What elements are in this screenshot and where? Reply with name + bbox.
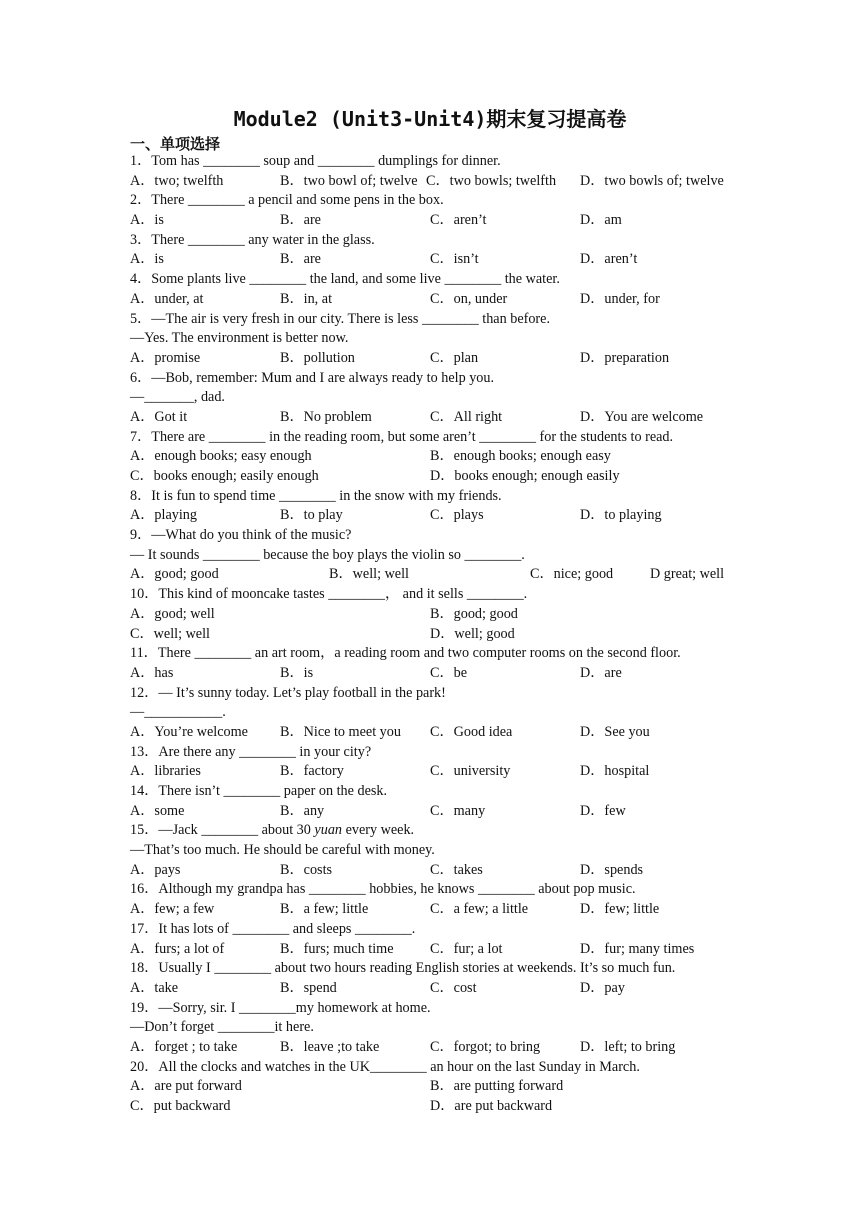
question-stem: 18．Usually I ________ about two hours reading English stories at weekends. It’s so much fun. [130, 960, 676, 977]
option-d: D．am [580, 212, 622, 229]
option-c: C．All right [430, 408, 503, 425]
option-c: C．put backward [130, 1098, 231, 1114]
option-b: B．are [280, 212, 321, 229]
options-row [130, 506, 740, 526]
option-c: C．well; well [130, 625, 210, 642]
question-stem: 19．—Sorry, sir. I ________my homework at home. [130, 999, 431, 1016]
options-row [130, 447, 740, 467]
question-dialogue-line: —Yes. The environment is better now. [130, 330, 349, 347]
options-row [130, 664, 740, 684]
question-17 [130, 920, 740, 959]
options-row [130, 900, 740, 920]
option-b: B．any [280, 802, 325, 819]
question-dialogue-line: —That’s too much. He should be careful with money. [130, 842, 435, 859]
question-stem: 16．Although my grandpa has ________ hobbies, he knows ________ about pop music. [130, 881, 636, 898]
option-d: D．left; to bring [580, 1038, 676, 1055]
question-stem: 13．Are there any ________ in your city? [130, 743, 372, 760]
option-a: A．furs; a lot of [130, 940, 225, 957]
section-heading: 一、单项选择 [130, 135, 221, 153]
options-row [130, 172, 740, 192]
option-d: D．books enough; enough easily [430, 468, 620, 484]
option-a: A．libraries [130, 763, 201, 780]
option-d: D．under, for [580, 290, 660, 307]
option-a: A．is [130, 212, 164, 229]
option-b: B．to play [280, 507, 343, 524]
option-a: A．good; well [130, 605, 215, 622]
options-row [130, 861, 740, 881]
option-c: C．takes [430, 861, 483, 878]
options-row [130, 802, 740, 822]
option-b: B．leave ;to take [280, 1038, 380, 1055]
question-stem: 20．All the clocks and watches in the UK________ an hour on the last Sunday in March. [130, 1058, 640, 1075]
option-d: D．to playing [580, 507, 662, 524]
option-b: B．are [280, 251, 321, 268]
option-a: A．few; a few [130, 901, 215, 918]
options-row [130, 565, 740, 585]
question-stem: 15．—Jack ________ about 30 yuan every week. [130, 822, 415, 839]
question-stem: 8．It is fun to spend time ________ in the snow with my friends. [130, 487, 502, 504]
option-a: A．are put forward [130, 1078, 242, 1095]
option-c: C．fur; a lot [430, 940, 503, 957]
option-c: C．cost [430, 979, 477, 996]
question-stem: 10．This kind of mooncake tastes ________， and it sells ________. [130, 586, 528, 603]
option-b: B．well; well [329, 566, 409, 583]
option-b: B．pollution [280, 349, 355, 366]
option-c: C．two bowls; twelfth [426, 172, 557, 189]
option-d: D．See you [580, 723, 650, 740]
options-row [130, 605, 740, 625]
option-c: C．aren’t [430, 212, 487, 229]
question-stem: 9．—What do you think of the music? [130, 527, 352, 544]
option-d: D．You are welcome [580, 408, 704, 425]
option-b: B．in, at [280, 290, 333, 307]
question-stem: 1．Tom has ________ soup and ________ dumplings for dinner. [130, 153, 501, 169]
question-19 [130, 999, 740, 1058]
option-d: D．well; good [430, 625, 515, 642]
question-stem: 6．—Bob, remember: Mum and I are always ready to help you. [130, 369, 495, 386]
option-a: A．Got it [130, 408, 188, 425]
question-stem: 4．Some plants live ________ the land, and some live ________ the water. [130, 271, 560, 288]
question-list [130, 152, 740, 1117]
option-d: D．aren’t [580, 251, 638, 268]
option-c: C．plan [430, 349, 479, 366]
option-b: B．a few; little [280, 901, 369, 918]
question-16 [130, 880, 740, 919]
option-d: D．two bowls of; twelve [580, 172, 724, 189]
question-stem: 5．—The air is very fresh in our city. There is less ________ than before. [130, 310, 550, 327]
option-a: A．has [130, 664, 174, 681]
question-12 [130, 684, 740, 743]
option-b: B．good; good [430, 605, 518, 622]
options-row [130, 1097, 740, 1117]
question-1 [130, 152, 740, 191]
question-9 [130, 526, 740, 585]
question-13 [130, 743, 740, 782]
question-stem: 3．There ________ any water in the glass. [130, 231, 375, 248]
options-row [130, 625, 740, 645]
option-c: C．isn’t [430, 251, 479, 268]
options-row [130, 1038, 740, 1058]
question-stem: 14．There isn’t ________ paper on the desk. [130, 783, 388, 799]
option-d: D．few [580, 802, 626, 819]
question-4 [130, 270, 740, 309]
option-d: D．spends [580, 861, 644, 878]
question-20 [130, 1058, 740, 1117]
question-dialogue-line: — It sounds ________ because the boy plays the violin so ________. [130, 546, 525, 563]
question-stem: 2．There ________ a pencil and some pens in the box. [130, 192, 444, 209]
option-a: A．pays [130, 861, 181, 878]
question-10 [130, 585, 740, 644]
option-b: B．enough books; enough easy [430, 448, 611, 465]
question-8 [130, 487, 740, 526]
page-title: Module2 (Unit3-Unit4)期末复习提高卷 [233, 107, 627, 131]
option-a: A．forget ; to take [130, 1038, 238, 1055]
option-d: D．pay [580, 979, 625, 996]
option-c: C．university [430, 763, 511, 780]
option-c: C．books enough; easily enough [130, 468, 319, 484]
question-11 [130, 644, 740, 683]
question-14 [130, 782, 740, 821]
option-d: D．preparation [580, 349, 670, 366]
option-a: A．take [130, 979, 179, 996]
options-row [130, 408, 740, 428]
option-d: D．are [580, 664, 622, 681]
option-c: C．nice; good [530, 566, 614, 583]
options-row [130, 940, 740, 960]
option-c: C．a few; a little [430, 901, 529, 918]
options-row [130, 723, 740, 743]
option-d: D．hospital [580, 763, 650, 780]
option-c: C．plays [430, 507, 484, 524]
question-dialogue-line: —_______, dad. [130, 389, 225, 406]
option-b: B．are putting forward [430, 1078, 564, 1095]
options-row [130, 290, 740, 310]
option-c: C．on, under [430, 290, 508, 307]
question-18 [130, 959, 740, 998]
option-d: D great; well [650, 566, 725, 583]
option-a: A．under, at [130, 290, 204, 307]
option-c: C．be [430, 664, 468, 681]
option-b: B．factory [280, 763, 344, 780]
option-a: A．promise [130, 349, 201, 366]
option-b: B．No problem [280, 408, 372, 425]
question-stem: 12．— It’s sunny today. Let’s play football in the park! [130, 684, 446, 701]
options-row [130, 1077, 740, 1097]
option-c: C．Good idea [430, 723, 513, 740]
question-dialogue-line: —Don’t forget ________it here. [130, 1019, 314, 1036]
option-b: B．two bowl of; twelve [280, 172, 418, 189]
option-a: A．good; good [130, 566, 219, 583]
option-b: B．is [280, 664, 314, 681]
option-b: B．furs; much time [280, 940, 394, 957]
question-stem: 7．There are ________ in the reading room, but some aren’t ________ for the students to read. [130, 428, 674, 445]
question-3 [130, 231, 740, 270]
option-c: C．forgot; to bring [430, 1038, 541, 1055]
options-row [130, 762, 740, 782]
question-5 [130, 310, 740, 369]
option-b: B．spend [280, 979, 337, 996]
options-row [130, 211, 740, 231]
option-a: A．You’re welcome [130, 723, 248, 740]
question-15 [130, 821, 740, 880]
question-7 [130, 428, 740, 487]
option-a: A．two; twelfth [130, 172, 224, 189]
option-a: A．playing [130, 507, 197, 524]
question-stem: 11．There ________ an art room，a reading room and two computer rooms on the second floor. [130, 645, 681, 662]
question-stem: 17．It has lots of ________ and sleeps ________. [130, 920, 416, 937]
option-c: C．many [430, 802, 486, 819]
option-a: A．enough books; easy enough [130, 448, 312, 465]
question-dialogue-line: —___________. [130, 704, 226, 721]
option-d: D．few; little [580, 901, 660, 918]
option-d: D．are put backward [430, 1098, 553, 1114]
option-b: B．costs [280, 861, 333, 878]
option-a: A．some [130, 802, 185, 819]
options-row [130, 979, 740, 999]
question-6 [130, 369, 740, 428]
options-row [130, 467, 740, 487]
question-2 [130, 191, 740, 230]
option-d: D．fur; many times [580, 940, 695, 957]
options-row [130, 349, 740, 369]
option-b: B．Nice to meet you [280, 723, 401, 740]
option-a: A．is [130, 251, 164, 268]
options-row [130, 250, 740, 270]
